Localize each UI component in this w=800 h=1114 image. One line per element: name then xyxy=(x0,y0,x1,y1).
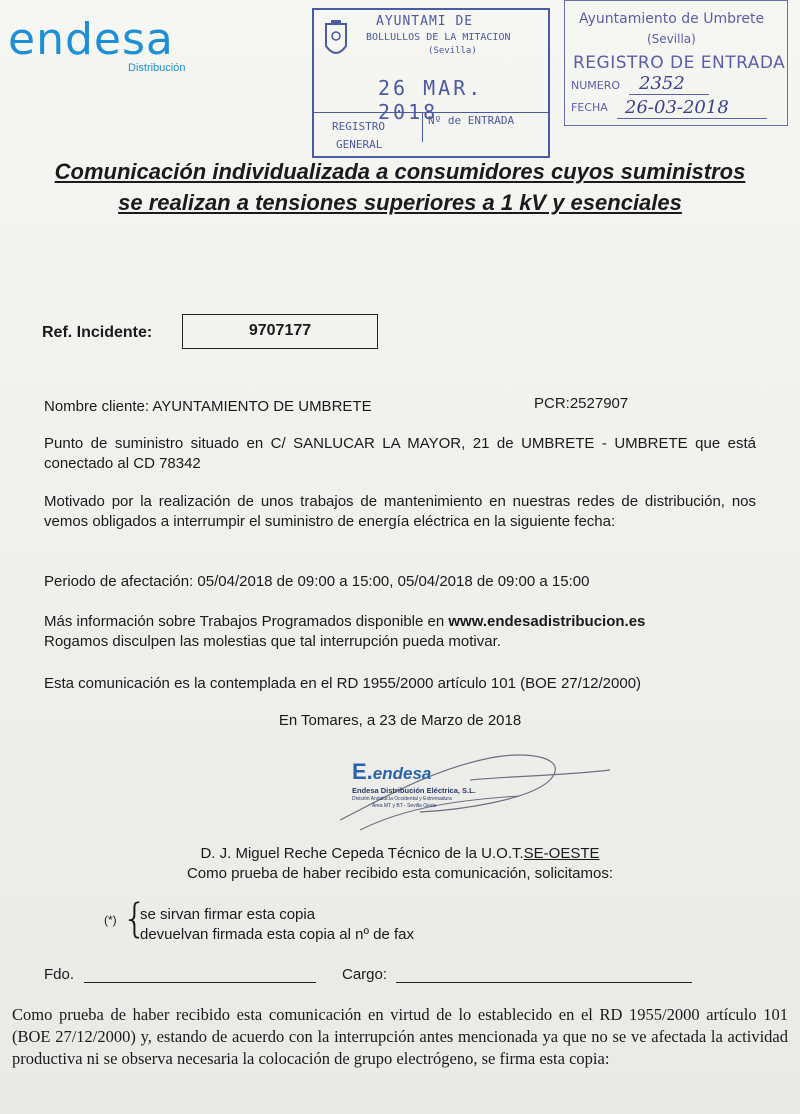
signatory-text xyxy=(0,844,800,864)
more-info-text xyxy=(44,612,645,632)
client-name: Nombre cliente: AYUNTAMIENTO DE UMBRETE xyxy=(44,398,372,415)
fdo-signature-line[interactable] xyxy=(84,966,316,983)
cargo-label: Cargo: xyxy=(342,966,388,983)
option-2: devuelvan firmada esta copia al nº de fax xyxy=(140,926,414,943)
options-marker: (*) xyxy=(104,913,117,927)
stamp2-fecha-value: 26-03-2018 xyxy=(625,97,729,118)
stamp-line-1: AYUNTAMI DE xyxy=(376,14,474,29)
stamp-registro: REGISTRO xyxy=(332,120,385,133)
page-title: Comunicación individualizada a consumidores cuyos suministros se realizan a tensiones superiores a 1 kV y esenciales xyxy=(54,159,746,215)
apology-text: Rogamos disculpen las molestias que tal interrupción pueda motivar. xyxy=(44,633,501,650)
endesa-logo: endesa xyxy=(8,14,174,65)
company-logo-mark: E. xyxy=(352,759,373,784)
company-stamp xyxy=(352,760,528,810)
company-stamp-line-2: División Andalucía Occidental y Extremadura xyxy=(352,796,452,802)
company-stamp-line-1: Endesa Distribución Eléctrica, S.L. xyxy=(352,786,476,795)
stamp-general: GENERAL xyxy=(336,138,383,151)
legal-reference-text: Esta comunicación es la contemplada en el RD 1955/2000 artículo 101 (BOE 27/12/2000) xyxy=(44,675,642,692)
stamp2-line-3: REGISTRO DE ENTRADA xyxy=(573,53,786,73)
coat-of-arms-icon xyxy=(322,20,350,66)
logo-subtitle: Distribución xyxy=(128,62,186,74)
company-stamp-line-3: Área MT y BT - Sevilla Oeste xyxy=(372,803,437,809)
stamp-divider-vertical xyxy=(422,112,423,142)
fdo-label: Fdo. xyxy=(44,966,75,983)
stamp-divider xyxy=(314,112,548,113)
signatory-unit: SE-OESTE xyxy=(523,845,600,862)
stamp2-numero-value: 2352 xyxy=(639,73,685,94)
ref-label: Ref. Incidente: xyxy=(42,324,153,341)
stamp-line-3: (Sevilla) xyxy=(428,46,477,56)
stamp2-numero-underline xyxy=(629,94,709,95)
stamp2-fecha-label: FECHA xyxy=(571,101,608,114)
stamp2-line-1: Ayuntamiento de Umbrete xyxy=(579,11,765,27)
pcr-value: PCR:2527907 xyxy=(534,395,629,412)
signatory-prefix: D. J. Miguel Reche Cepeda Técnico de la U.O.T. xyxy=(200,845,524,862)
stamp2-fecha-underline xyxy=(617,118,767,119)
option-1: se sirvan firmar esta copia xyxy=(140,906,316,923)
stamp-line-2: BOLLULLOS DE LA MITACION xyxy=(366,32,511,43)
registry-stamp-bollullos xyxy=(312,8,550,158)
place-date-text: En Tomares, a 23 de Marzo de 2018 xyxy=(278,712,522,729)
closing-paragraph: Como prueba de haber recibido esta comunicación en virtud de lo establecido en el RD 1955/2000 artículo 101 (BOE 27/12/2000) y, estando de acuerdo con la interrupción antes mencionada ya que no se ve afectada la actividad productiva ni se observa necesaria la colocación de grupo electrógeno, se firma esta copia: xyxy=(12,1005,788,1068)
stamp2-line-2: (Sevilla) xyxy=(647,32,696,46)
cargo-line[interactable] xyxy=(396,966,692,983)
ref-value: 9707177 xyxy=(248,322,312,339)
company-logo xyxy=(352,760,528,786)
company-logo-word: endesa xyxy=(372,764,432,783)
period-text: Periodo de afectación: 05/04/2018 de 09:00 a 15:00, 05/04/2018 de 09:00 a 15:00 xyxy=(44,573,590,590)
request-text: Como prueba de haber recibido esta comunicación, solicitamos: xyxy=(186,865,614,882)
motive-text: Motivado por la realización de unos trabajos de mantenimiento en nuestras redes de distribución, nos vemos obligados a interrumpir el suministro de energía eléctrica en la siguiente fecha: xyxy=(44,493,756,530)
stamp-entrada: Nº de ENTRADA xyxy=(428,114,515,127)
stamp2-numero-label: NUMERO xyxy=(571,79,621,92)
brace-icon: { xyxy=(122,896,148,942)
supply-point-text: Punto de suministro situado en C/ SANLUCAR LA MAYOR, 21 de UMBRETE - UMBRETE que está conectado al CD 78342 xyxy=(44,435,756,472)
stamp-date: 26 MAR. 2018 xyxy=(378,76,484,124)
website-link[interactable]: www.endesadistribucion.es xyxy=(448,613,646,630)
more-info-prefix: Más información sobre Trabajos Programados disponible en xyxy=(44,613,449,630)
registry-stamp-umbrete xyxy=(564,0,788,126)
